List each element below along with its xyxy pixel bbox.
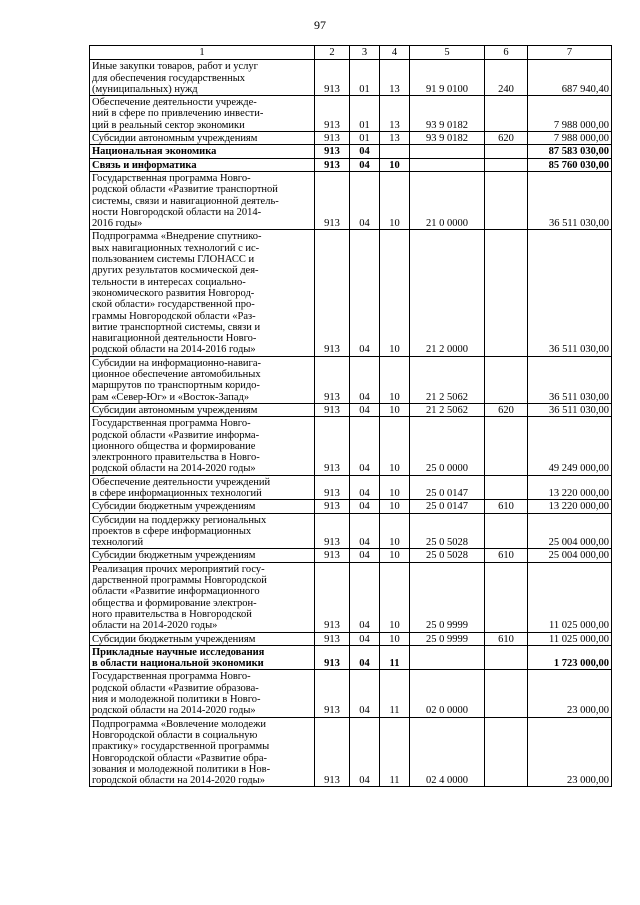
row-section-code: 04 — [350, 403, 380, 416]
row-name-line: Реализация прочих мероприятий госу- — [92, 563, 265, 575]
table-row — [90, 562, 612, 632]
row-expense-type — [485, 96, 528, 132]
row-name-line: для обеспечения государственных — [92, 72, 245, 84]
row-amount: 23 000,00 — [528, 670, 612, 717]
row-name-line: Государственная программа Новго- — [92, 172, 251, 184]
row-name-line: Субсидии бюджетным учреждениям — [92, 501, 256, 513]
row-name-line: Субсидии на поддержку региональных — [92, 514, 267, 526]
row-section-code: 04 — [350, 500, 380, 513]
row-name-line: ний в сфере по привлечению инвести- — [92, 108, 264, 120]
row-ministry-code: 913 — [315, 60, 350, 96]
row-section-code: 04 — [350, 632, 380, 645]
row-ministry-code: 913 — [315, 96, 350, 132]
row-target-article: 25 0 5028 — [410, 513, 485, 549]
row-name-cell — [90, 500, 315, 513]
row-name-cell — [90, 60, 315, 96]
row-name-line: дарственной программы Новгородской — [92, 575, 267, 587]
row-name-line: Государственная программа Новго- — [92, 671, 251, 683]
row-target-article — [410, 145, 485, 158]
row-name-line: родской области «Развитие образова- — [92, 682, 259, 694]
row-name-cell — [90, 158, 315, 171]
table-row — [90, 132, 612, 145]
header-col-2: 2 — [315, 46, 350, 60]
table-row — [90, 158, 612, 171]
row-name-line: рам «Север-Юг» и «Восток-Запад» — [92, 391, 250, 403]
row-expense-type: 610 — [485, 549, 528, 562]
table-row — [90, 475, 612, 500]
row-subsection-code: 11 — [380, 670, 410, 717]
row-name-line: ности Новгородской области на 2014- — [92, 206, 262, 218]
row-subsection-code: 13 — [380, 96, 410, 132]
row-ministry-code: 913 — [315, 513, 350, 549]
row-name-line: Прикладные научные исследования — [92, 646, 265, 658]
row-amount: 7 988 000,00 — [528, 96, 612, 132]
table-row — [90, 513, 612, 549]
row-name-cell — [90, 513, 315, 549]
row-expense-type — [485, 670, 528, 717]
row-ministry-code: 913 — [315, 562, 350, 632]
row-subsection-code — [380, 145, 410, 158]
row-subsection-code: 11 — [380, 717, 410, 787]
table-row — [90, 670, 612, 717]
row-expense-type — [485, 356, 528, 403]
row-name-line: ния и молодежной политики в Новго- — [92, 694, 261, 706]
table-row — [90, 171, 612, 229]
row-name-cell — [90, 230, 315, 356]
row-name-line: ций в реальный сектор экономики — [92, 119, 245, 131]
row-target-article: 91 9 0100 — [410, 60, 485, 96]
row-name-line: Субсидии бюджетным учреждениям — [92, 633, 256, 645]
budget-table — [89, 45, 612, 787]
row-target-article: 25 0 9999 — [410, 632, 485, 645]
row-name-line: ного правительства в Новгородской — [92, 608, 252, 620]
row-name-line: Субсидии бюджетным учреждениям — [92, 550, 256, 562]
row-subsection-code: 13 — [380, 60, 410, 96]
table-row — [90, 230, 612, 356]
row-name-line: вых навигационных технологий с ис- — [92, 242, 260, 254]
row-ministry-code: 913 — [315, 475, 350, 500]
row-name-line: родской области на 2014-2020 годы» — [92, 463, 256, 475]
row-name-line: Государственная программа Новго- — [92, 418, 251, 430]
row-name-line: родской области на 2014-2016 годы» — [92, 344, 256, 356]
row-name-line: области на 2014-2020 годы» — [92, 620, 218, 632]
row-ministry-code: 913 — [315, 670, 350, 717]
header-row — [90, 46, 612, 60]
row-expense-type: 620 — [485, 403, 528, 416]
row-ministry-code: 913 — [315, 549, 350, 562]
row-section-code: 04 — [350, 513, 380, 549]
row-section-code: 04 — [350, 158, 380, 171]
row-target-article: 21 2 5062 — [410, 356, 485, 403]
row-ministry-code: 913 — [315, 417, 350, 475]
row-name-line: Связь и информатика — [92, 159, 197, 171]
row-name-cell — [90, 403, 315, 416]
row-target-article: 25 0 0147 — [410, 475, 485, 500]
row-name-line: зования и молодежной политики в Нов- — [92, 763, 271, 775]
row-subsection-code: 10 — [380, 230, 410, 356]
row-expense-type — [485, 230, 528, 356]
row-name-line: технологий — [92, 537, 144, 549]
row-subsection-code: 11 — [380, 645, 410, 670]
row-target-article: 93 9 0182 — [410, 96, 485, 132]
row-name-line: Субсидии на информационно-навига- — [92, 357, 261, 369]
header-col-7: 7 — [528, 46, 612, 60]
row-name-cell — [90, 96, 315, 132]
row-subsection-code: 10 — [380, 475, 410, 500]
row-subsection-code: 10 — [380, 171, 410, 229]
row-target-article: 21 0 0000 — [410, 171, 485, 229]
row-name-line: родской области «Развитие транспортной — [92, 184, 278, 196]
row-name-line: Субсидии автономным учреждениям — [92, 404, 258, 416]
table-row — [90, 500, 612, 513]
row-target-article — [410, 645, 485, 670]
row-name-line: Национальная экономика — [92, 146, 217, 158]
row-ministry-code: 913 — [315, 171, 350, 229]
row-expense-type — [485, 475, 528, 500]
row-ministry-code: 913 — [315, 132, 350, 145]
row-ministry-code: 913 — [315, 356, 350, 403]
table-row — [90, 549, 612, 562]
row-section-code: 04 — [350, 549, 380, 562]
row-amount: 687 940,40 — [528, 60, 612, 96]
row-name-cell — [90, 145, 315, 158]
row-amount: 49 249 000,00 — [528, 417, 612, 475]
row-amount: 13 220 000,00 — [528, 500, 612, 513]
row-name-line: навигационной деятельности Новго- — [92, 333, 257, 345]
row-expense-type — [485, 158, 528, 171]
row-ministry-code: 913 — [315, 500, 350, 513]
row-section-code: 04 — [350, 475, 380, 500]
header-col-1: 1 — [90, 46, 315, 60]
row-name-line: Новгородской области в социальную — [92, 729, 258, 741]
row-name-line: электронного правительства в Новго- — [92, 452, 260, 464]
row-name-line: Подпрограмма «Внедрение спутнико- — [92, 231, 262, 243]
row-subsection-code: 10 — [380, 403, 410, 416]
row-expense-type — [485, 513, 528, 549]
header-col-4: 4 — [380, 46, 410, 60]
row-target-article: 21 2 0000 — [410, 230, 485, 356]
row-expense-type: 620 — [485, 132, 528, 145]
table-row — [90, 645, 612, 670]
row-name-line: родской области «Развитие информа- — [92, 429, 260, 441]
row-name-line: пользованием системы ГЛОНАСС и — [92, 254, 255, 266]
row-name-line: ской области» государственной про- — [92, 299, 255, 311]
row-amount: 36 511 030,00 — [528, 403, 612, 416]
row-target-article: 25 0 9999 — [410, 562, 485, 632]
row-expense-type — [485, 145, 528, 158]
row-name-line: Субсидии автономным учреждениям — [92, 133, 258, 145]
table-row — [90, 60, 612, 96]
row-ministry-code: 913 — [315, 645, 350, 670]
row-name-line: экономического развития Новгород- — [92, 287, 255, 299]
row-ministry-code: 913 — [315, 230, 350, 356]
row-target-article: 25 0 0147 — [410, 500, 485, 513]
row-name-line: тельности в интересах социально- — [92, 276, 246, 288]
row-amount: 1 723 000,00 — [528, 645, 612, 670]
row-target-article: 02 0 0000 — [410, 670, 485, 717]
row-name-cell — [90, 632, 315, 645]
row-target-article: 25 0 5028 — [410, 549, 485, 562]
row-section-code: 04 — [350, 645, 380, 670]
row-subsection-code: 10 — [380, 356, 410, 403]
row-section-code: 01 — [350, 96, 380, 132]
row-name-cell — [90, 549, 315, 562]
row-amount: 85 760 030,00 — [528, 158, 612, 171]
row-target-article: 21 2 5062 — [410, 403, 485, 416]
row-amount: 11 025 000,00 — [528, 632, 612, 645]
row-name-cell — [90, 417, 315, 475]
row-name-line: витие транспортной системы, связи и — [92, 321, 261, 333]
row-amount: 36 511 030,00 — [528, 230, 612, 356]
row-name-line: в области национальной экономики — [92, 658, 264, 670]
row-target-article — [410, 158, 485, 171]
row-section-code: 04 — [350, 171, 380, 229]
row-section-code: 04 — [350, 717, 380, 787]
row-name-line: в сфере информационных технологий — [92, 487, 262, 499]
row-section-code: 04 — [350, 670, 380, 717]
row-name-line: системы, связи и навигационной деятель- — [92, 195, 279, 207]
row-ministry-code: 913 — [315, 145, 350, 158]
row-name-line: практику» государственной программы — [92, 741, 270, 753]
table-row — [90, 356, 612, 403]
row-amount: 87 583 030,00 — [528, 145, 612, 158]
row-name-line: Подпрограмма «Вовлечение молодежи — [92, 718, 266, 730]
row-name-line: проектов в сфере информационных — [92, 525, 252, 537]
row-name-line: Обеспечение деятельности учреждений — [92, 476, 271, 488]
row-name-line: родской области на 2014-2020 годы» — [92, 705, 256, 717]
row-name-line: области «Развитие информационного — [92, 586, 260, 598]
table-row — [90, 717, 612, 787]
table-body — [90, 60, 612, 787]
row-section-code: 04 — [350, 145, 380, 158]
row-name-line: граммы Новгородской области «Раз- — [92, 310, 256, 322]
row-ministry-code: 913 — [315, 717, 350, 787]
row-name-cell — [90, 717, 315, 787]
header-col-5: 5 — [410, 46, 485, 60]
row-name-line: ционное обеспечение автомобильных — [92, 369, 261, 381]
row-amount: 36 511 030,00 — [528, 171, 612, 229]
row-name-cell — [90, 645, 315, 670]
row-section-code: 04 — [350, 356, 380, 403]
table-row — [90, 417, 612, 475]
row-subsection-code: 10 — [380, 562, 410, 632]
row-target-article: 25 0 0000 — [410, 417, 485, 475]
row-name-line: ционного общества и формирование — [92, 440, 256, 452]
row-subsection-code: 10 — [380, 549, 410, 562]
row-amount: 7 988 000,00 — [528, 132, 612, 145]
row-subsection-code: 10 — [380, 500, 410, 513]
row-ministry-code: 913 — [315, 403, 350, 416]
row-expense-type — [485, 717, 528, 787]
row-ministry-code: 913 — [315, 632, 350, 645]
row-name-line: маршрутов по транспортным коридо- — [92, 380, 260, 392]
row-name-cell — [90, 132, 315, 145]
row-subsection-code: 10 — [380, 513, 410, 549]
row-section-code: 01 — [350, 60, 380, 96]
row-amount: 23 000,00 — [528, 717, 612, 787]
row-section-code: 04 — [350, 562, 380, 632]
row-expense-type: 240 — [485, 60, 528, 96]
row-name-line: 2016 годы» — [92, 218, 143, 230]
row-name-line: Новгородской области «Развитие обра- — [92, 752, 268, 764]
page-number: 97 — [314, 18, 326, 32]
row-section-code: 04 — [350, 417, 380, 475]
row-amount: 11 025 000,00 — [528, 562, 612, 632]
row-name-cell — [90, 475, 315, 500]
header-col-6: 6 — [485, 46, 528, 60]
table-row — [90, 403, 612, 416]
row-subsection-code: 10 — [380, 632, 410, 645]
row-section-code: 01 — [350, 132, 380, 145]
row-target-article: 02 4 0000 — [410, 717, 485, 787]
row-name-cell — [90, 562, 315, 632]
row-subsection-code: 10 — [380, 158, 410, 171]
row-amount: 25 004 000,00 — [528, 549, 612, 562]
row-name-line: Обеспечение деятельности учрежде- — [92, 97, 257, 109]
table-row — [90, 96, 612, 132]
row-expense-type: 610 — [485, 632, 528, 645]
row-amount: 13 220 000,00 — [528, 475, 612, 500]
row-amount: 36 511 030,00 — [528, 356, 612, 403]
row-subsection-code: 13 — [380, 132, 410, 145]
row-expense-type: 610 — [485, 500, 528, 513]
table-row — [90, 145, 612, 158]
row-name-line: (муниципальных) нужд — [92, 83, 198, 95]
row-ministry-code: 913 — [315, 158, 350, 171]
row-name-line: других результатов космической дея- — [92, 265, 259, 277]
row-expense-type — [485, 645, 528, 670]
row-name-line: Иные закупки товаров, работ и услуг — [92, 61, 258, 73]
row-name-cell — [90, 171, 315, 229]
table-row — [90, 632, 612, 645]
row-section-code: 04 — [350, 230, 380, 356]
row-expense-type — [485, 171, 528, 229]
row-name-cell — [90, 356, 315, 403]
row-name-line: общества и формирование электрон- — [92, 597, 257, 609]
header-col-3: 3 — [350, 46, 380, 60]
row-target-article: 93 9 0182 — [410, 132, 485, 145]
row-amount: 25 004 000,00 — [528, 513, 612, 549]
row-name-cell — [90, 670, 315, 717]
row-expense-type — [485, 562, 528, 632]
row-expense-type — [485, 417, 528, 475]
row-subsection-code: 10 — [380, 417, 410, 475]
row-name-line: городской области на 2014-2020 годы» — [92, 775, 265, 787]
